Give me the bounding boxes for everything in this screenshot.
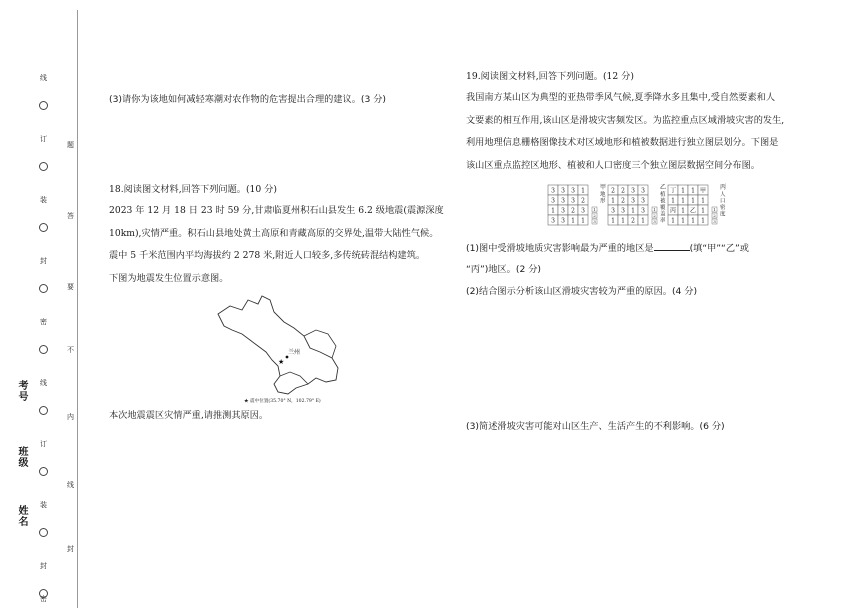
legend-value: 2 <box>713 213 716 219</box>
panel-label: 被 <box>660 198 666 205</box>
q18-line: 下图为地震发生位置示意图。 <box>109 272 229 284</box>
binding-hole <box>39 467 48 476</box>
panel-label: 盖 <box>660 211 666 218</box>
q19-line: 利用地理信息栅格图像技术对区域地形和植被数据进行独立图层划分。下图是 <box>466 137 779 148</box>
raster-value: 1 <box>641 217 645 225</box>
answer-blank[interactable] <box>654 241 690 251</box>
binding-inner-glyph: 要 <box>67 283 74 291</box>
legend-value: 3 <box>653 219 656 225</box>
raster-value: 3 <box>641 207 645 215</box>
binding-hole <box>39 101 48 110</box>
legend-value: 1 <box>593 207 596 213</box>
raster-value: 1 <box>701 207 705 215</box>
raster-value: 1 <box>671 197 675 205</box>
raster-value: 1 <box>571 217 575 225</box>
raster-value: 3 <box>631 197 635 205</box>
binding-inner-glyph: 线 <box>67 481 74 489</box>
raster-value: 1 <box>581 187 585 195</box>
binding-hole <box>39 162 48 171</box>
raster-value: 3 <box>561 207 565 215</box>
binding-inner-glyph: 不 <box>67 346 74 354</box>
panel-tag: 乙 <box>660 184 667 191</box>
binding-inner-glyph: 题 <box>67 141 74 149</box>
q19-part1-prefix: (1)图中受滑坡地质灾害影响最为严重的地区是 <box>466 243 654 254</box>
raster-value: 1 <box>671 217 675 225</box>
q19-part1-line2: “丙”)地区。(2 分) <box>466 264 541 275</box>
binding-hole <box>39 223 48 232</box>
q19-title: 19.阅读图文材料,回答下列问题。(12 分) <box>466 71 634 82</box>
raster-value: 3 <box>621 207 625 215</box>
raster-value: 1 <box>691 217 695 225</box>
raster-value: 2 <box>571 207 575 215</box>
label-name: 姓名 <box>16 505 27 527</box>
map-legend: ★ 震中位置(35.70° N，102.79° E) <box>244 399 321 404</box>
raster-value: 1 <box>681 207 685 215</box>
raster-value: 3 <box>551 187 555 195</box>
legend-value: 1 <box>713 207 716 213</box>
binding-glyph: 密 <box>40 318 47 326</box>
raster-value: 乙 <box>689 207 697 215</box>
gansu-province-outline <box>218 296 338 394</box>
legend-value: 2 <box>593 213 596 219</box>
raster-value: 3 <box>561 197 565 205</box>
binding-glyph: 线 <box>40 379 47 387</box>
binding-glyph: 装 <box>40 501 47 509</box>
label-exam-number: 考号 <box>16 380 27 402</box>
raster-value: 1 <box>691 197 695 205</box>
raster-value: 3 <box>641 197 645 205</box>
raster-value: 1 <box>681 187 685 195</box>
legend-value: 2 <box>653 213 656 219</box>
q19-part1-suffix: (填“甲”“乙”或 <box>689 243 749 254</box>
raster-value: 3 <box>631 187 635 195</box>
lanzhou-label: 兰州 <box>288 349 301 356</box>
raster-value: 1 <box>681 217 685 225</box>
raster-value: 1 <box>681 197 685 205</box>
raster-value: 2 <box>631 217 635 225</box>
raster-value: 丁 <box>669 187 677 195</box>
q18-line: 2023 年 12 月 18 日 23 时 59 分,甘肃临夏州积石山县发生 6.2 级地震(震源深度 <box>109 205 444 216</box>
raster-value: 3 <box>551 217 555 225</box>
raster-value: 2 <box>621 187 625 195</box>
panel-label: 度 <box>720 211 726 218</box>
q19-line: 该山区重点监控区地形、植被和人口密度三个独立图层数据空间分布图。 <box>466 159 760 171</box>
raster-value: 1 <box>701 197 705 205</box>
earthquake-location-map <box>208 288 348 404</box>
q19-line: 我国南方某山区为典型的亚热带季风气候,夏季降水多且集中,受自然要素和人 <box>466 92 776 103</box>
raster-value: 1 <box>691 187 695 195</box>
raster-value: 2 <box>611 187 615 195</box>
binding-hole <box>39 345 48 354</box>
binding-glyph: 装 <box>40 196 47 204</box>
raster-value: 3 <box>551 197 555 205</box>
raster-value: 3 <box>561 187 565 195</box>
legend-value: 3 <box>593 219 596 225</box>
q19-line: 文要素的相互作用,该山区是滑坡灾害频发区。为监控重点区域滑坡灾害的发生, <box>466 114 785 126</box>
binding-glyph: 封 <box>40 562 47 570</box>
binding-hole <box>39 528 48 537</box>
raster-value: 1 <box>581 217 585 225</box>
binding-glyph: 线 <box>40 74 47 82</box>
q18-question: 本次地震震区灾情严重,请推测其原因。 <box>109 410 269 421</box>
label-class: 班级 <box>16 446 27 468</box>
raster-value: 3 <box>581 207 585 215</box>
q19-part1-line1 <box>466 241 749 254</box>
binding-hole <box>39 284 48 293</box>
binding-glyph: 订 <box>40 440 47 448</box>
raster-value: 1 <box>611 197 615 205</box>
binding-line <box>77 10 78 608</box>
binding-glyph: 封 <box>40 257 47 265</box>
raster-value: 1 <box>701 217 705 225</box>
q18-line: 震中 5 千米范围内平均海拔约 2 278 米,附近人口较多,多传统砖混结构建筑。 <box>109 250 426 261</box>
raster-value: 3 <box>611 207 615 215</box>
panel-label: 形 <box>600 198 606 205</box>
raster-value: 3 <box>561 217 565 225</box>
panel-label: 人 <box>720 192 726 198</box>
q18-material <box>109 200 444 290</box>
binding-inner-glyph: 内 <box>67 413 74 421</box>
gansu-south-lobe <box>280 372 308 384</box>
binding-glyph: 订 <box>40 135 47 143</box>
raster-value: 丙 <box>669 207 677 215</box>
raster-value: 1 <box>631 207 635 215</box>
q19-part3: (3)简述滑坡灾害可能对山区生产、生活产生的不利影响。(6 分) <box>466 421 725 432</box>
panel-label: 率 <box>660 218 666 224</box>
q18-title: 18.阅读图文材料,回答下列问题。(10 分) <box>109 184 277 195</box>
raster-layers-figure <box>546 181 726 229</box>
legend-value: 3 <box>713 219 716 225</box>
gansu-east-lobe <box>304 330 336 358</box>
raster-value: 1 <box>611 217 615 225</box>
raster-value: 1 <box>621 217 625 225</box>
raster-value: 2 <box>581 197 585 205</box>
panel-tag: 丙 <box>720 184 726 191</box>
binding-hole <box>39 406 48 415</box>
raster-value: 甲 <box>699 187 707 195</box>
binding-inner-glyph: 答 <box>67 212 74 220</box>
binding-inner-glyph: 封 <box>67 545 74 553</box>
raster-value: 1 <box>551 207 555 215</box>
lanzhou-marker <box>286 356 289 359</box>
panel-label: 口 <box>720 198 726 205</box>
raster-value: 2 <box>621 197 625 205</box>
panel-tag: 甲 <box>600 184 607 191</box>
q19-part2: (2)结合图示分析该山区滑坡灾害较为严重的原因。(4 分) <box>466 286 698 297</box>
panel-label: 密 <box>720 205 726 211</box>
epicenter-star-icon: ★ <box>278 358 285 366</box>
binding-glyph: 密 <box>40 595 47 603</box>
raster-value: 3 <box>571 197 575 205</box>
q17-part3: (3)请你为该地如何减轻寒潮对农作物的危害提出合理的建议。(3 分) <box>109 94 387 105</box>
q19-material <box>466 87 784 177</box>
raster-value: 3 <box>641 187 645 195</box>
raster-value: 3 <box>571 187 575 195</box>
q18-line: 10km),灾情严重。积石山县地处黄土高原和青藏高原的交界处,温带大陆性气候。 <box>109 227 439 239</box>
panel-label: 地 <box>600 192 606 198</box>
panel-label: 覆 <box>660 205 666 211</box>
binding-hole <box>39 589 48 598</box>
legend-value: 1 <box>653 207 656 213</box>
panel-label: 植 <box>660 192 666 198</box>
